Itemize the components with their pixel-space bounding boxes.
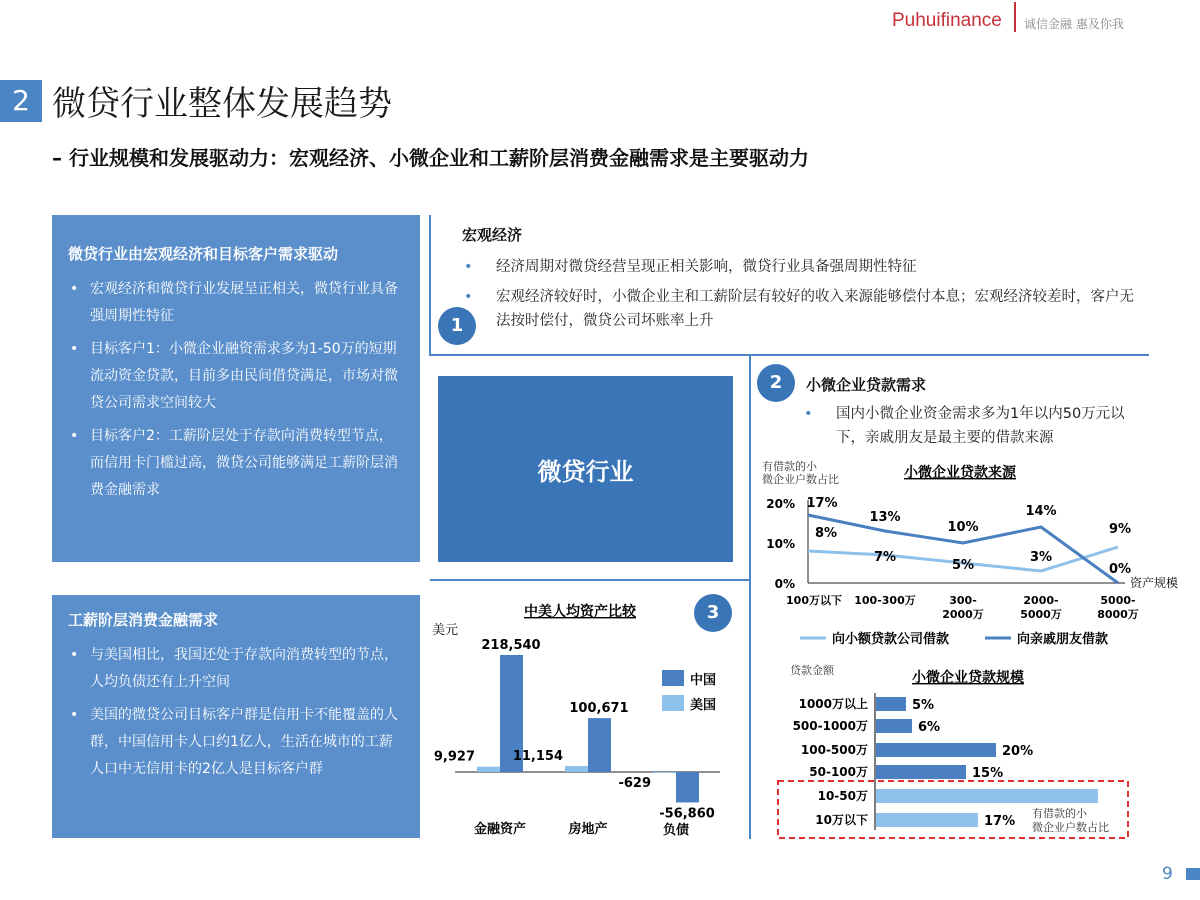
x-tick-label xyxy=(854,594,916,607)
x-tick-label xyxy=(1097,594,1139,621)
hbar-title: 小微企业贷款规模 xyxy=(912,670,1024,686)
category-label: 负债 xyxy=(662,823,690,838)
list-item: • 宏观经济和微贷行业发展呈正相关，微贷行业具备强周期性特征 xyxy=(68,276,404,330)
data-label: 5% xyxy=(951,558,975,573)
list-item: • 目标客户1：小微企业融资需求多为1-50万的短期流动资金贷款，目前多由民间借贷满足，市场对微贷公司需求空间较大 xyxy=(68,336,404,417)
data-label: -629 xyxy=(618,776,651,791)
legend-label-family: 向亲戚朋友借款 xyxy=(1017,632,1109,647)
list-item: • 经济周期对微贷经营呈现正相关影响，微贷行业具备强周期性特征 xyxy=(462,255,1142,279)
legend-label-us: 美国 xyxy=(690,698,717,713)
badge-1: 1 xyxy=(438,307,476,345)
consumer-heading: 工薪阶层消费金融需求 xyxy=(68,611,219,629)
data-label: 17% xyxy=(806,496,838,511)
data-label: 17% xyxy=(984,814,1016,829)
center-label: 微贷行业 xyxy=(438,376,733,562)
line-chart-ylabel xyxy=(762,459,839,486)
x-tick-part: 100-300万 xyxy=(854,594,916,607)
x-tick-label xyxy=(942,594,984,621)
x-tick-part: 5000- xyxy=(1100,594,1136,607)
data-label: 5% xyxy=(912,698,935,713)
badge-2: 2 xyxy=(757,364,795,402)
legend-swatch-us xyxy=(662,695,684,711)
line-chart-title: 小微企业贷款来源 xyxy=(904,465,1016,481)
hbar xyxy=(876,697,906,711)
category-label: 1000万以上 xyxy=(798,697,868,711)
x-tick-part: 8000万 xyxy=(1097,608,1139,621)
data-label: -56,860 xyxy=(659,806,715,822)
data-label: 20% xyxy=(1002,744,1034,759)
list-item: • 目标客户2：工薪阶层处于存款向消费转型节点，而信用卡门槛过高，微贷公司能够满足工薪阶层消费金融需求 xyxy=(68,423,404,504)
sme-heading: 小微企业贷款需求 xyxy=(806,376,927,394)
data-label: 9,927 xyxy=(433,749,475,765)
x-tick-part: 2000- xyxy=(1023,594,1059,607)
data-label: 10% xyxy=(947,520,979,535)
y-tick-label: 10% xyxy=(766,537,795,551)
line-chart-ylabel-text2: 微企业户数占比 xyxy=(762,473,839,486)
hbar xyxy=(876,719,912,733)
data-label: 9% xyxy=(1108,522,1132,537)
slogan: 诚信金融 惠及你我 xyxy=(1024,17,1124,31)
x-tick-label xyxy=(1020,594,1062,621)
list-item: • 国内小微企业资金需求多为1年以内50万元以下，亲戚朋友是最主要的借款来源 xyxy=(802,402,1148,450)
macro-heading: 宏观经济 xyxy=(462,226,523,244)
bar-us xyxy=(565,766,588,772)
category-label: 500-1000万 xyxy=(792,719,868,733)
category-label: 金融资产 xyxy=(473,822,527,837)
hbar xyxy=(876,765,966,779)
page-title: 微贷行业整体发展趋势 xyxy=(52,84,392,124)
list-item: • 美国的微贷公司目标客户群是信用卡不能覆盖的人群，中国信用卡人口约1亿人，生活在城市的工薪人口中无信用卡的2亿人是目标客户群 xyxy=(68,702,404,783)
data-label: 6% xyxy=(918,720,941,735)
data-label: 11,154 xyxy=(512,749,563,765)
legend-label-china: 中国 xyxy=(690,673,717,688)
y-tick-label: 20% xyxy=(766,497,795,511)
data-label: 8% xyxy=(814,526,838,541)
page-number: 9 xyxy=(1162,864,1173,884)
bar-china xyxy=(588,718,611,772)
bar-us xyxy=(653,772,676,773)
drivers-heading: 微贷行业由宏观经济和目标客户需求驱动 xyxy=(68,245,339,263)
category-label: 房地产 xyxy=(568,822,608,837)
category-label: 100-500万 xyxy=(800,743,868,757)
hbar xyxy=(876,789,1098,803)
legend-swatch-china xyxy=(662,670,684,686)
list-item: • 宏观经济较好时，小微企业主和工薪阶层有较好的收入来源能够偿付本息；宏观经济较差时，客户无法按时偿付，微贷公司坏账率上升 xyxy=(462,285,1142,333)
legend-label-mfi: 向小额贷款公司借款 xyxy=(832,632,950,647)
line-chart-ylabel-text: 有借款的小 xyxy=(762,460,817,473)
line-chart-xlabel: 资产规模 xyxy=(1130,576,1179,590)
bar-us xyxy=(477,767,500,772)
data-label: 7% xyxy=(873,550,897,565)
page-marker xyxy=(1186,868,1200,880)
page-subtitle: – 行业规模和发展驱动力：宏观经济、小微企业和工薪阶层消费金融需求是主要驱动力 xyxy=(52,146,809,170)
bar-china xyxy=(676,772,699,802)
data-label: 0% xyxy=(1108,562,1132,577)
data-label: 13% xyxy=(869,510,901,525)
data-label: 218,540 xyxy=(481,638,541,653)
x-tick-part: 300- xyxy=(949,594,977,607)
category-label: 10-50万 xyxy=(817,789,868,803)
x-tick-label xyxy=(786,593,842,607)
x-tick-part: 2000万 xyxy=(942,608,984,621)
hbar xyxy=(876,743,996,757)
x-tick-part: 100万以下 xyxy=(786,594,842,607)
hbar-note: 有借款的小微企业户数占比 xyxy=(1032,807,1109,834)
data-label: 3% xyxy=(1029,550,1053,565)
section-number: 2 xyxy=(0,80,42,122)
x-tick-part: 5000万 xyxy=(1020,608,1062,621)
y-tick-label: 0% xyxy=(774,577,795,591)
category-label: 50-100万 xyxy=(809,765,868,779)
data-label: 14% xyxy=(1025,504,1057,519)
badge-3: 3 xyxy=(694,594,732,632)
hbar-ylabel: 贷款金额 xyxy=(790,664,834,677)
data-label: 100,671 xyxy=(569,701,629,717)
category-label: 10万以下 xyxy=(815,813,868,827)
data-label: 15% xyxy=(972,766,1004,781)
asset-chart-title: 中美人均资产比较 xyxy=(524,604,636,620)
list-item: • 与美国相比，我国还处于存款向消费转型的节点，人均负债还有上升空间 xyxy=(68,642,404,696)
brand-logo: Puhuifinance xyxy=(892,10,1002,31)
hbar xyxy=(876,813,978,827)
asset-chart-ylabel: 美元 xyxy=(432,623,459,638)
